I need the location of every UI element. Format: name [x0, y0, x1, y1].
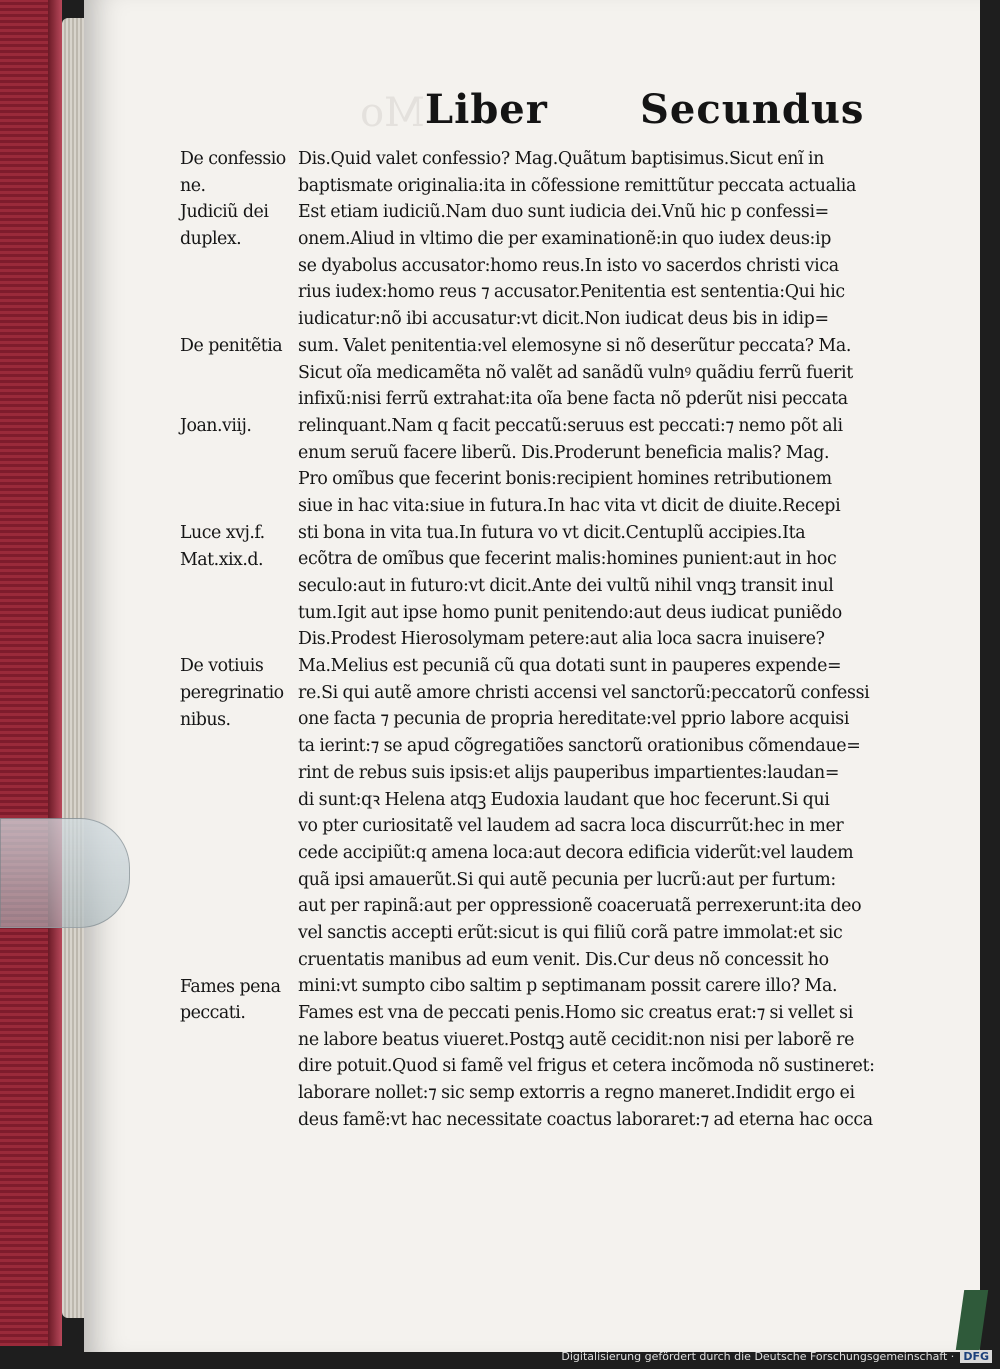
text-line: Dis.Prodest Hierosolymam petere:aut alia loca sacra inuisere? [298, 629, 825, 650]
text-line: enum seruũ facere liberũ. Dis.Proderunt beneficia malis? Mag. [298, 442, 830, 463]
main-text-column [298, 146, 916, 1133]
text-line: sum. Valet penitentia:vel elemosyne si nõ deserũtur peccata? Ma. [298, 335, 852, 356]
text-line: cruentatis manibus ad eum venit. Dis.Cur deus nõ concessit ho [298, 949, 829, 970]
text-line: Dis.Quid valet confessio? Mag.Quãtum baptisimus.Sicut enĩ in [298, 149, 825, 169]
margin-note: Luce xvj.f. [180, 522, 265, 543]
text-line: sti bona in vita tua.In futura vo vt dicit.Centuplũ accipies.Ita [298, 522, 806, 543]
margin-note: duplex. [180, 229, 242, 250]
text-line: re.Si qui autẽ amore christi accensi vel sanctorũ:peccatorũ confessi [298, 682, 870, 703]
margin-note: De votiuis [180, 656, 264, 677]
text-line: quã ipsi amauerũt.Si qui autẽ pecunia per lucrũ:aut per furtum: [298, 869, 836, 890]
text-line: onem.Aliud in vltimo die per examinationẽ:in quo iudex deus:ip [298, 229, 832, 250]
text-line: dire potuit.Quod si famẽ vel frigus et cetera incõmoda nõ sustineret: [298, 1056, 875, 1077]
text-line: vel sanctis accepti erũt:sicut is qui filiũ corã patre immolat:et sic [298, 922, 843, 943]
text-line: tum.Igit aut ipse homo punit penitendo:aut deus iudicat puniẽdo [298, 602, 842, 623]
text-line: mini:vt sumpto cibo saltim p septimanam possit carere illo? Ma. [298, 976, 838, 997]
margin-note: De penitẽtia [180, 335, 283, 356]
running-header-left: Liber [425, 86, 548, 133]
running-header-right: Secundus [640, 86, 865, 133]
margin-note: De confessio [180, 149, 286, 169]
margin-note: peccati. [180, 1003, 246, 1024]
text-line: ne labore beatus viueret.Postqꝫ autẽ cecidit:non nisi per laborẽ re [298, 1029, 855, 1050]
text-line: cede accipiũt:q amena loca:aut decora edificia viderũt:vel laudem [298, 842, 854, 863]
text-line: ecõtra de omĩbus que fecerint malis:homines punient:aut in hoc [298, 549, 837, 570]
margin-note: Fames pena [180, 976, 281, 997]
margin-note: ne. [180, 175, 206, 196]
text-line: Sicut oĩa medicamẽta nõ valẽt ad sanãdũ vulnꝰ quãdiu ferrũ fuerit [298, 362, 853, 383]
text-line: Est etiam iudiciũ.Nam duo sunt iudicia dei.Vnũ hic p confessi= [298, 202, 829, 223]
show-through-ghost: Mo [360, 90, 426, 136]
text-line: laborare nollet:⁊ sic semp extorris a regno maneret.Indidit ergo ei [298, 1083, 855, 1104]
text-line: infixũ:nisi ferrũ extrahat:ita oĩa bene facta nõ pderũt nisi peccata [298, 389, 848, 410]
text-line: aut per rapinã:aut per oppressionẽ coaceruatã perrexerunt:ita deo [298, 896, 862, 917]
text-line: rius iudex:homo reus ⁊ accusator.Penitentia est sententia:Qui hic [298, 282, 845, 303]
binding-edge [48, 0, 62, 1346]
text-line: baptismate originalia:ita in cõfessione remittũtur peccata actualia [298, 175, 857, 196]
text-line: Pro omĩbus que fecerint bonis:recipient homines retributionem [298, 469, 832, 490]
margin-note: nibus. [180, 709, 231, 730]
text-line: siue in hac vita:siue in futura.In hac vita vt dicit de diuite.Recepi [298, 495, 841, 516]
text-line: di sunt:qꝛ Helena atqꝫ Eudoxia laudant que hoc fecerunt.Si qui [298, 789, 830, 810]
margin-note: Joan.viij. [180, 416, 252, 436]
footer-credit: Digitalisierung gefördert durch die Deutsche Forschungsgemeinschaft · [561, 1349, 955, 1363]
dfg-logo: DFG [960, 1350, 992, 1363]
text-line: Fames est vna de peccati penis.Homo sic creatus erat:⁊ si vellet si [298, 1003, 853, 1023]
page-clip [0, 818, 130, 928]
text-line: deus famẽ:vt hac necessitate coactus laboraret:⁊ ad eterna hac occa [298, 1109, 873, 1130]
text-line: seculo:aut in futuro:vt dicit.Ante dei vultũ nihil vnqꝫ transit inul [298, 576, 834, 596]
text-line: rint de rebus suis ipsis:et alijs pauperibus impartientes:laudan= [298, 762, 840, 783]
margin-note: peregrinatio [180, 683, 284, 703]
text-line: vo pter curiositatẽ vel laudem ad sacra loca discurrũt:hec in mer [298, 816, 844, 837]
text-line: ta ierint:⁊ se apud cõgregatiões sanctorũ orationibus cõmendaue= [298, 736, 861, 757]
margin-note: Mat.xix.d. [180, 549, 264, 570]
text-line: Ma.Melius est pecuniã cũ qua dotati sunt in pauperes expende= [298, 656, 842, 677]
text-line: se dyabolus accusator:homo reus.In isto vo sacerdos christi vica [298, 255, 839, 276]
margin-note: Judiciũ dei [180, 202, 269, 223]
footer-bar [561, 1347, 992, 1365]
text-line: one facta ⁊ pecunia de propria hereditate:vel pprio labore acquisi [298, 709, 850, 730]
text-line: relinquant.Nam q facit peccatũ:seruus est peccati:⁊ nemo põt ali [298, 415, 843, 436]
text-line: iudicatur:nõ ibi accusatur:vt dicit.Non iudicat deus bis in idip= [298, 309, 829, 330]
